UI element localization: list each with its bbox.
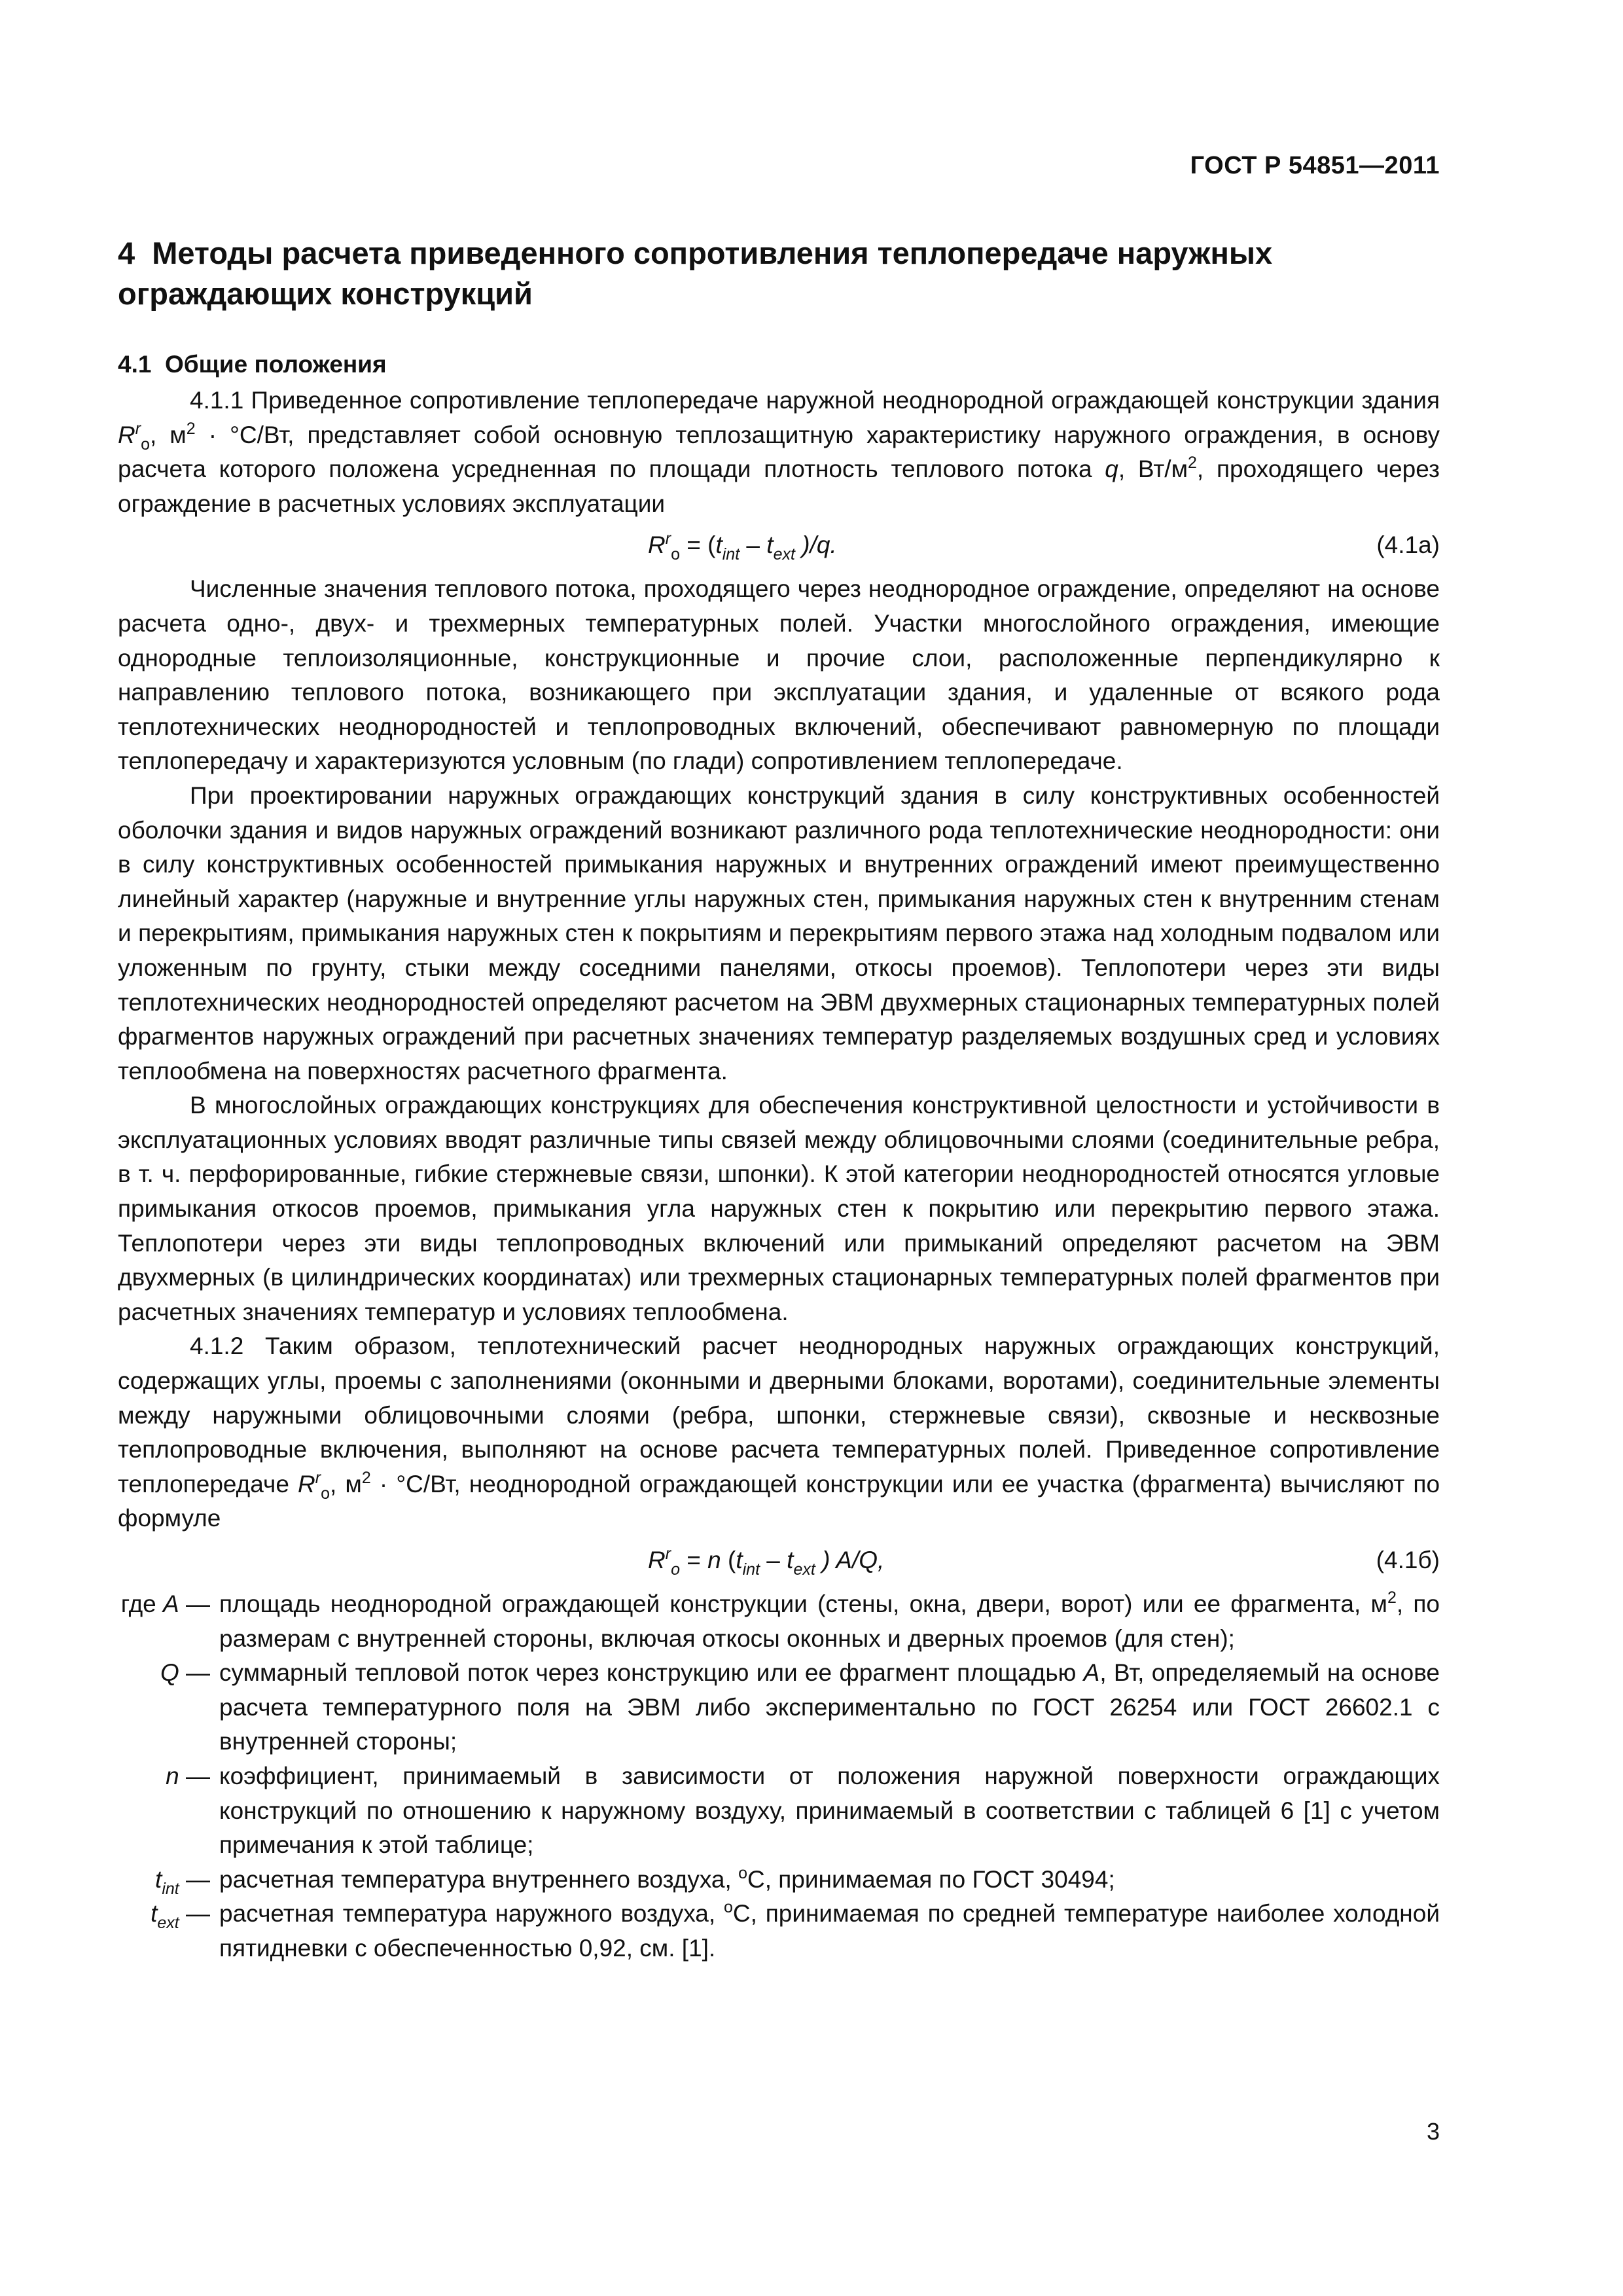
formula-4-1a-expression: $R^r_o = (t_{int} - t_{ext}$ )/q.: [648, 529, 837, 564]
paragraph-design: При проектировании наружных ограждающих конструкций здания в силу конструктивных особенностей оболочки здания и видов наружных ограждений возникают различного рода теплотехнические неоднородности: они в силу конструктивных особенностей примыкания наружных и внутренних ограждений имеют преимущественно линейный характер (наружные и внутренние углы наружных стен, примыкания наружных стен к внутренним стенам и перекрытиям, примыкания наружных стен к покрытиям и перекрытиям первого этажа над холодным подвалом или уложенным по грунту, стыки между соседними панелями, откосы проемов). Теплопотери через эти виды теплотехнических неоднородностей определяют расчетом на ЭВМ двухмерных стационарных температурных полей фрагментов наружных ограждений при расчетных значениях температур разделяемых воздушных сред и условиях теплообмена на поверхностях расчетного фрагмента.: [118, 781, 1440, 1085]
page-number: 3: [1426, 2118, 1440, 2145]
section-title: Методы расчета приведенного сопротивления теплопередаче наружных ограждающих конструкций: [118, 236, 1273, 311]
definition-n: n — коэффициент, принимаемый в зависимости от положения наружной поверхности ограждающих конструкций по отношению к наружному воздуху, принимаемый в соответствии с таблицей 6 [1] с учетом примечания к этой таблице;: [166, 1762, 1440, 1859]
paragraph-4-1-2: 4.1.2 Таким образом, теплотехнический расчет неоднородных наружных ограждающих конструкций, содержащих углы, проемы с заполнениями (оконными и дверными блоками, воротами), соединительные элементы между наружными облицовочными слоями (ребра, шпонки, стержневые связи), сквозные и несквозные теплопроводные включения, выполняют на основе расчета температурных полей. Приведенное сопротивление теплопередаче $R^r_o$, $м^2 \cdot ^\circ С/Вт$, неоднородной ограждающей конструкции или ее участка (фрагмента) вычисляют по формуле: [118, 1333, 1440, 1532]
formula-4-1a-number: (4.1а): [1376, 531, 1440, 559]
formula-4-1b-expression: $R^r_o = n$ ($t_{int} - t_{ext}$ ) A/Q,: [648, 1545, 885, 1579]
page-body: [118, 149, 1440, 1966]
formula-4-1b-number: (4.1б): [1376, 1547, 1440, 1573]
formula-4-1a: [118, 529, 1440, 563]
paragraph-4-1-1: 4.1.1 Приведенное сопротивление теплопередаче наружной неоднородной ограждающей конструкции здания $R^r_o$, $м^2 \cdot ^\circ С/Вт$, представляет собой основную теплозащитную характеристику наружного ограждения, в основу расчета которого положена усредненная по площади плотность теплового потока q, $Вт/м^2$, проходящего через ограждение в расчетных условиях эксплуатации: [118, 387, 1440, 517]
subsection-number: 4.1: [118, 351, 152, 378]
definitions-list: [118, 1587, 1440, 1966]
paragraph-multilayer: В многослойных ограждающих конструкциях для обеспечения конструктивной целостности и устойчивости в эксплуатационных условиях вводят различные типы связей между облицовочными слоями (соединительные ребра, в т. ч. перфорированные, гибкие стержневые связи, шпонки). К этой категории неоднородностей относятся угловые примыкания откосов проемов, примыкания угла наружных стен к покрытию или перекрытию первого этажа. Теплопотери через эти виды теплопроводных включений или примыканий определяют расчетом на ЭВМ двухмерных (в цилиндрических координатах) или трехмерных стационарных температурных полей фрагментов при расчетных значениях температур и условиях теплообмена.: [118, 1092, 1440, 1325]
standard-code: ГОСТ Р 54851—2011: [1190, 152, 1440, 179]
section-heading: [118, 233, 1420, 314]
symbol-R-inline: $R^r$: [118, 419, 141, 448]
subsection-heading: [118, 348, 1440, 381]
definition-t-ext: $t_{ext}$ — расчетная температура наружного воздуха, $^o$С, принимаемая по средней температуре наиболее холодной пятидневки с обеспеченностью 0,92, см. [1].: [151, 1898, 1440, 1962]
definition-Q: Q — суммарный тепловой поток через конструкцию или ее фрагмент площадью A, Вт, определяемый на основе расчета температурного поля на ЭВМ либо экспериментально по ГОСТ 26254 или ГОСТ 26602.1 с внутренней стороны;: [160, 1659, 1440, 1755]
definition-A: где A — площадь неоднородной ограждающей конструкции (стены, окна, двери, ворот) или ее фрагмента, $м^2$, по размерам с внутренней стороны, включая откосы оконных и дверных проемов (для стен);: [120, 1588, 1440, 1652]
definition-t-int: $t_{int}$ — расчетная температура внутреннего воздуха, $^o$С, принимаемая по ГОСТ 30494;: [155, 1863, 1115, 1898]
formula-4-1b: [118, 1544, 1440, 1578]
section-number: 4: [118, 236, 135, 270]
paragraph-numeric-values: Численные значения теплового потока, проходящего через неоднородное ограждение, определяют на основе расчета одно-, двух- и трехмерных температурных полей. Участки многослойного ограждения, имеющие однородные теплоизоляционные, конструкционные и прочие слои, расположенные перпендикулярно к направлению теплового потока, возникающего при эксплуатации здания, и удаленные от всякого рода теплотехнических неоднородностей и теплопроводных включений, обеспечивают равномерную по площади теплопередачу и характеризуются условным (по глади) сопротивлением теплопередаче.: [118, 575, 1440, 775]
subsection-title: Общие положения: [165, 351, 387, 378]
symbol-R-inline-2: $R^r$: [298, 1468, 321, 1498]
